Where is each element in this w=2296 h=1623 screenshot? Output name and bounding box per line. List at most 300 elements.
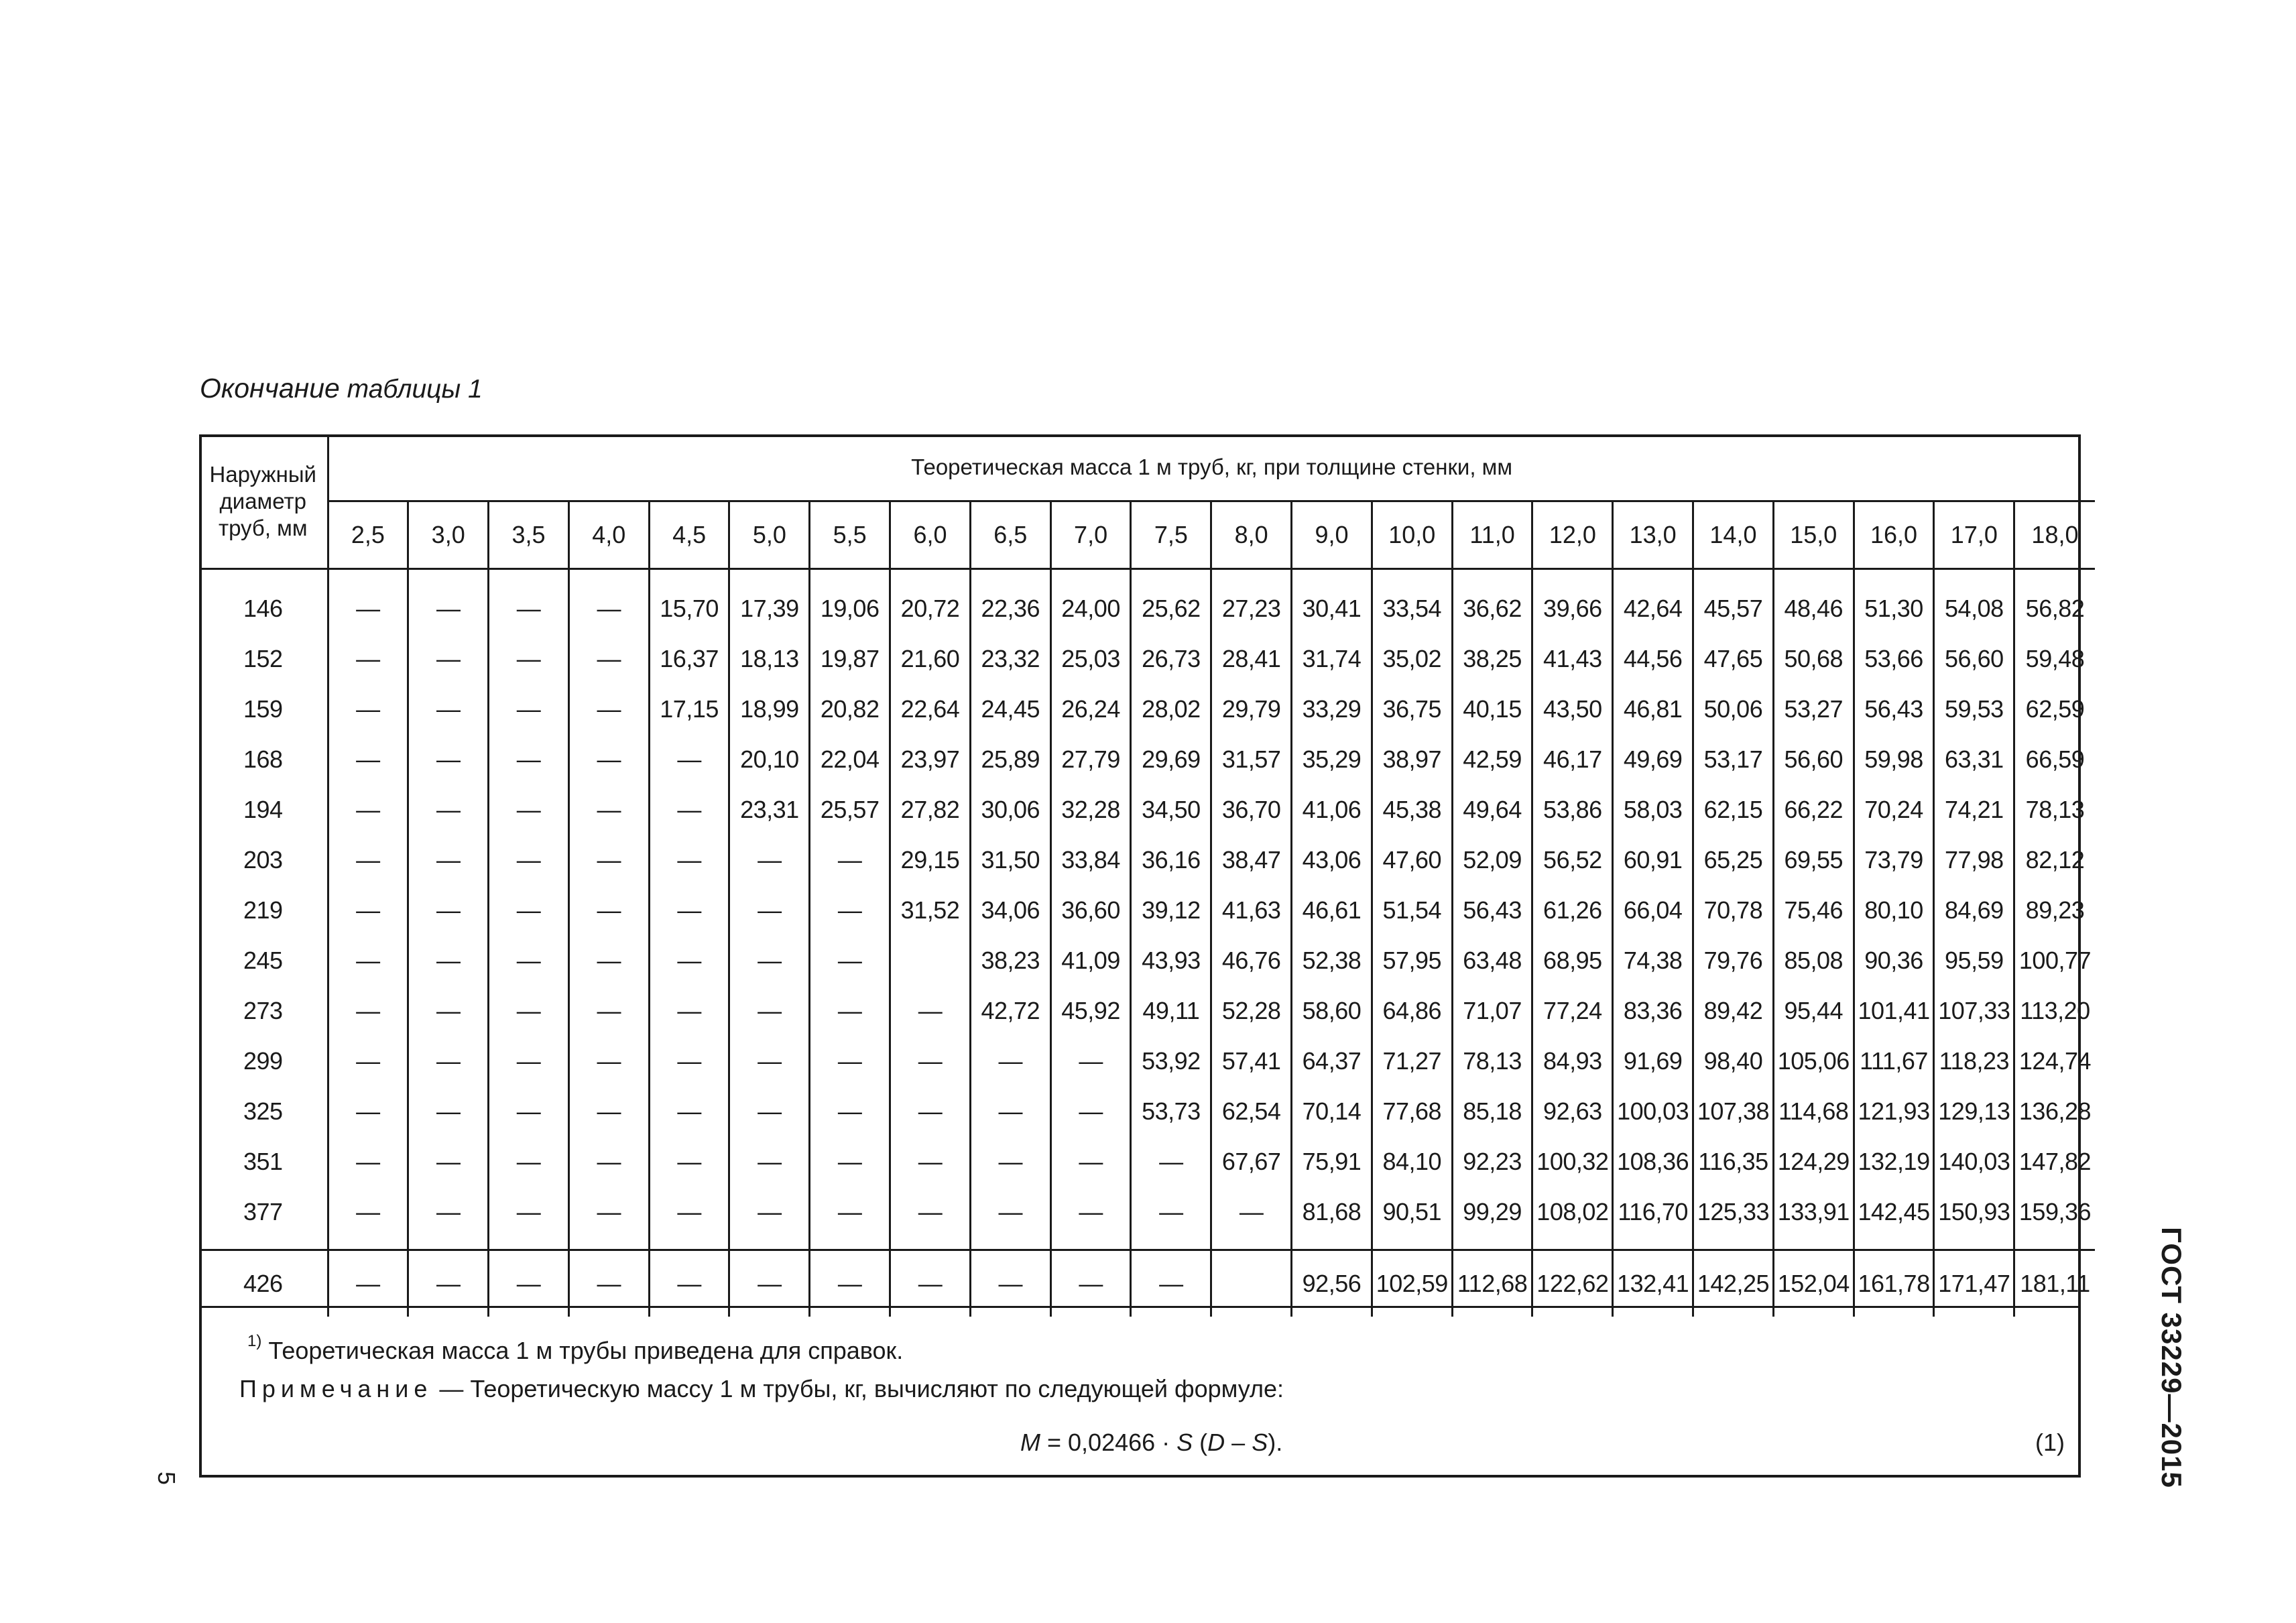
mass-group-header: Теоретическая масса 1 м труб, кг, при толщине стенки, мм — [328, 434, 2095, 501]
mass-cell: 23,97 — [890, 734, 971, 784]
mass-cell: 33,84 — [1050, 835, 1131, 885]
thickness-header: 6,5 — [970, 501, 1050, 569]
thickness-header: 16,0 — [1854, 501, 1934, 569]
mass-cell: — — [568, 1036, 649, 1086]
mass-cell: — — [408, 885, 489, 935]
mass-cell: — — [649, 784, 729, 835]
mass-cell: 70,14 — [1292, 1086, 1372, 1136]
mass-cell: 43,93 — [1131, 935, 1211, 985]
mass-cell: 66,04 — [1613, 885, 1693, 935]
mass-cell: 68,95 — [1532, 935, 1613, 985]
standard-designation — [2151, 1227, 2191, 1488]
mass-cell: 51,30 — [1854, 569, 1934, 634]
thickness-header: 8,0 — [1211, 501, 1292, 569]
mass-cell: 100,03 — [1613, 1086, 1693, 1136]
mass-cell: 31,52 — [890, 885, 971, 935]
mass-cell: 79,76 — [1693, 935, 1774, 985]
mass-cell: — — [328, 985, 408, 1036]
mass-cell: 30,41 — [1292, 569, 1372, 634]
mass-cell: 48,46 — [1773, 569, 1854, 634]
page-number-text: 5 — [153, 1471, 180, 1486]
mass-cell: 36,70 — [1211, 784, 1292, 835]
mass-cell: 124,74 — [2018, 1046, 2092, 1075]
mass-cell: 29,79 — [1211, 684, 1292, 734]
formula-part: ). — [1268, 1429, 1283, 1456]
thickness-header: 4,5 — [649, 501, 729, 569]
mass-cell: 92,23 — [1452, 1136, 1532, 1187]
mass-cell: — — [1050, 1036, 1131, 1086]
mass-cell: 41,63 — [1211, 885, 1292, 935]
mass-cell: — — [568, 1187, 649, 1250]
mass-cell: 63,48 — [1452, 935, 1532, 985]
mass-cell: 56,60 — [1934, 634, 2014, 684]
mass-cell: 82,12 — [2025, 845, 2085, 874]
mass-cell: 84,10 — [1372, 1136, 1452, 1187]
mass-cell: — — [489, 1187, 569, 1250]
mass-cell: 43,06 — [1292, 835, 1372, 885]
mass-cell: — — [970, 1187, 1050, 1250]
mass-cell: 49,64 — [1452, 784, 1532, 835]
mass-cell: 29,15 — [890, 835, 971, 885]
mass-cell: 20,72 — [890, 569, 971, 634]
mass-cell: — — [489, 684, 569, 734]
mass-cell: 111,67 — [1854, 1036, 1934, 1086]
mass-cell: — — [649, 1086, 729, 1136]
mass-cell: — — [328, 734, 408, 784]
mass-cell: 27,82 — [890, 784, 971, 835]
mass-cell: 133,91 — [1773, 1187, 1854, 1250]
footnote-text: Теоретическая масса 1 м трубы приведена для справок. — [261, 1337, 904, 1364]
mass-cell: — — [970, 1136, 1050, 1187]
mass-cell: 84,69 — [1934, 885, 2014, 935]
diameter-header-line: диаметр — [219, 488, 306, 514]
mass-cell: 25,03 — [1050, 634, 1131, 684]
mass-cell: — — [489, 1086, 569, 1136]
mass-cell: — — [649, 1136, 729, 1187]
mass-cell: 49,11 — [1131, 985, 1211, 1036]
mass-cell: 20,82 — [810, 684, 890, 734]
mass-cell: 142,25 — [1693, 1250, 1774, 1317]
mass-cell: — — [489, 734, 569, 784]
mass-cell: 41,43 — [1532, 634, 1613, 684]
mass-cell: 42,64 — [1613, 569, 1693, 634]
mass-cell: 171,47 — [1934, 1250, 2014, 1317]
formula-var-m: M — [1020, 1429, 1040, 1456]
mass-cell: — — [328, 784, 408, 835]
mass-cell: — — [649, 1036, 729, 1086]
mass-cell: 31,50 — [970, 835, 1050, 885]
mass-cell: — — [649, 1187, 729, 1250]
mass-cell: — — [970, 1086, 1050, 1136]
mass-cell: 78,13 — [2025, 795, 2085, 823]
mass-cell: 66,59 — [2025, 745, 2085, 773]
caption-table-ref: таблицы 1 — [339, 375, 483, 404]
mass-cell: 15,70 — [649, 569, 729, 634]
mass-cell: — — [489, 1136, 569, 1187]
mass-cell: — — [489, 985, 569, 1036]
mass-cell: 95,59 — [1934, 935, 2014, 985]
mass-cell: 45,92 — [1050, 985, 1131, 1036]
mass-cell: 44,56 — [1613, 634, 1693, 684]
mass-cell: — — [568, 935, 649, 985]
mass-cell: — — [328, 1086, 408, 1136]
mass-cell: — — [810, 1250, 890, 1317]
mass-cell: 81,68 — [1292, 1187, 1372, 1250]
diameter-cell: 245 — [199, 935, 328, 985]
footnote-mark: 1) — [247, 1332, 262, 1350]
mass-cell: — — [810, 1036, 890, 1086]
mass-cell: 98,40 — [1693, 1036, 1774, 1086]
mass-cell: 45,38 — [1372, 784, 1452, 835]
mass-cell: 38,23 — [970, 935, 1050, 985]
mass-cell: — — [1050, 1250, 1131, 1317]
mass-cell: 70,24 — [1854, 784, 1934, 835]
mass-cell: 161,78 — [1854, 1250, 1934, 1317]
mass-cell: 56,43 — [1452, 885, 1532, 935]
mass-cell: 92,56 — [1292, 1250, 1372, 1317]
thickness-header: 5,0 — [729, 501, 810, 569]
mass-cell: 58,03 — [1613, 784, 1693, 835]
mass-cell: 74,21 — [1934, 784, 2014, 835]
mass-cell: 38,47 — [1211, 835, 1292, 885]
mass-cell: — — [489, 1250, 569, 1317]
thickness-header: 5,5 — [810, 501, 890, 569]
mass-cell: — — [408, 569, 489, 634]
mass-cell: 73,79 — [1854, 835, 1934, 885]
diameter-cell: 325 — [199, 1086, 328, 1136]
mass-cell: — — [970, 1250, 1050, 1317]
mass-cell: 52,09 — [1452, 835, 1532, 885]
mass-cell: 125,33 — [1693, 1187, 1774, 1250]
mass-cell: 92,63 — [1532, 1086, 1613, 1136]
mass-cell: 17,15 — [649, 684, 729, 734]
mass-cell: 62,15 — [1693, 784, 1774, 835]
mass-cell: 29,69 — [1131, 734, 1211, 784]
mass-cell: 46,76 — [1211, 935, 1292, 985]
diameter-cell: 194 — [199, 784, 328, 835]
mass-cell: 83,36 — [1613, 985, 1693, 1036]
mass-cell: 25,62 — [1131, 569, 1211, 634]
mass-cell: 34,06 — [970, 885, 1050, 935]
mass-cell: 27,79 — [1050, 734, 1131, 784]
mass-cell: 50,68 — [1773, 634, 1854, 684]
mass-cell: — — [568, 684, 649, 734]
mass-cell: 140,03 — [1934, 1136, 2014, 1187]
mass-cell: — — [890, 1136, 971, 1187]
mass-cell: 159,36 — [2018, 1197, 2092, 1225]
mass-cell: 129,13 — [1934, 1086, 2014, 1136]
mass-cell: 36,62 — [1452, 569, 1532, 634]
mass-cell: 52,38 — [1292, 935, 1372, 985]
mass-cell: 57,95 — [1372, 935, 1452, 985]
mass-cell: 65,25 — [1693, 835, 1774, 885]
mass-cell: 107,33 — [1934, 985, 2014, 1036]
mass-cell: 54,08 — [1934, 569, 2014, 634]
diameter-cell: 203 — [199, 835, 328, 885]
mass-cell: 60,91 — [1613, 835, 1693, 885]
thickness-header: 12,0 — [1532, 501, 1613, 569]
mass-cell: 22,36 — [970, 569, 1050, 634]
mass-cell: 105,06 — [1773, 1036, 1854, 1086]
table-notes — [199, 1306, 2081, 1478]
mass-cell: 142,45 — [1854, 1187, 1934, 1250]
mass-cell: 25,57 — [810, 784, 890, 835]
mass-cell: 21,60 — [890, 634, 971, 684]
mass-cell: — — [729, 1250, 810, 1317]
mass-cell: — — [408, 835, 489, 885]
mass-cell: 23,32 — [970, 634, 1050, 684]
mass-cell: — — [568, 1136, 649, 1187]
footnote — [247, 1332, 904, 1365]
mass-cell: — — [890, 985, 971, 1036]
mass-cell: — — [729, 1036, 810, 1086]
mass-cell: — — [489, 1036, 569, 1086]
thickness-header: 14,0 — [1693, 501, 1774, 569]
mass-cell: 56,43 — [1854, 684, 1934, 734]
diameter-cell: 219 — [199, 885, 328, 935]
diameter-cell: 152 — [199, 634, 328, 684]
mass-cell: 80,10 — [1854, 885, 1934, 935]
diameter-cell: 159 — [199, 684, 328, 734]
mass-cell: — — [890, 1250, 971, 1317]
mass-cell: 132,41 — [1613, 1250, 1693, 1317]
mass-cell: — — [1050, 1187, 1131, 1250]
mass-cell: 89,42 — [1693, 985, 1774, 1036]
mass-cell: 100,32 — [1532, 1136, 1613, 1187]
mass-cell: 116,70 — [1613, 1187, 1693, 1250]
mass-cell: — — [328, 684, 408, 734]
mass-cell: — — [810, 835, 890, 885]
mass-cell: 56,82 — [2025, 594, 2085, 622]
mass-cell: — — [489, 784, 569, 835]
diameter-cell: 273 — [199, 985, 328, 1036]
mass-cell: 59,98 — [1854, 734, 1934, 784]
thickness-header: 6,0 — [890, 501, 971, 569]
mass-cell: 39,66 — [1532, 569, 1613, 634]
mass-cell: 118,23 — [1934, 1036, 2014, 1086]
mass-cell: 114,68 — [1773, 1086, 1854, 1136]
mass-cell: — — [568, 734, 649, 784]
thickness-header: 7,5 — [1131, 501, 1211, 569]
mass-cell: — — [729, 835, 810, 885]
thickness-header: 7,0 — [1050, 501, 1131, 569]
mass-cell: — — [1050, 1136, 1131, 1187]
mass-cell: 51,54 — [1372, 885, 1452, 935]
mass-cell: — — [729, 985, 810, 1036]
mass-cell: — — [408, 1250, 489, 1317]
note-text: — Теоретическую массу 1 м трубы, кг, вычисляют по следующей формуле: — [432, 1375, 1284, 1402]
mass-cell: — — [328, 1250, 408, 1317]
mass-cell: 85,18 — [1452, 1086, 1532, 1136]
thickness-header: 15,0 — [1773, 501, 1854, 569]
mass-cell: 85,08 — [1773, 935, 1854, 985]
diameter-header-line: труб, мм — [218, 515, 308, 540]
mass-cell: 53,86 — [1532, 784, 1613, 835]
mass-cell: 27,23 — [1211, 569, 1292, 634]
thickness-header: 3,5 — [489, 501, 569, 569]
mass-cell: — — [810, 1187, 890, 1250]
mass-cell: 71,07 — [1452, 985, 1532, 1036]
mass-cell: 90,51 — [1372, 1187, 1452, 1250]
mass-cell: 33,29 — [1292, 684, 1372, 734]
mass-cell: 22,64 — [890, 684, 971, 734]
mass-cell: — — [408, 1136, 489, 1187]
mass-cell: — — [408, 935, 489, 985]
mass-cell: — — [568, 985, 649, 1036]
thickness-header: 4,0 — [568, 501, 649, 569]
mass-cell: 26,24 — [1050, 684, 1131, 734]
thickness-header: 17,0 — [1934, 501, 2014, 569]
mass-cell: 62,59 — [2025, 695, 2085, 723]
mass-cell: 91,69 — [1613, 1036, 1693, 1086]
mass-cell: 46,17 — [1532, 734, 1613, 784]
mass-cell: 121,93 — [1854, 1086, 1934, 1136]
mass-cell: 89,23 — [2025, 896, 2085, 924]
mass-cell: — — [408, 734, 489, 784]
mass-cell: 28,02 — [1131, 684, 1211, 734]
mass-cell: 32,28 — [1050, 784, 1131, 835]
mass-cell: 18,13 — [729, 634, 810, 684]
mass-cell: — — [408, 985, 489, 1036]
mass-cell: — — [489, 569, 569, 634]
mass-cell: 116,35 — [1693, 1136, 1774, 1187]
mass-cell: 132,19 — [1854, 1136, 1934, 1187]
mass-cell: 24,45 — [970, 684, 1050, 734]
diameter-cell: 168 — [199, 734, 328, 784]
mass-cell: 59,53 — [1934, 684, 2014, 734]
mass-cell: — — [970, 1036, 1050, 1086]
thickness-header: 11,0 — [1452, 501, 1532, 569]
mass-cell: 41,09 — [1050, 935, 1131, 985]
mass-cell: 16,37 — [649, 634, 729, 684]
mass-cell: 102,59 — [1372, 1250, 1452, 1317]
thickness-header: 3,0 — [408, 501, 489, 569]
mass-cell: — — [729, 1187, 810, 1250]
mass-cell: 19,87 — [810, 634, 890, 684]
mass-cell: 77,98 — [1934, 835, 2014, 885]
mass-cell: — — [649, 885, 729, 935]
mass-cell: 53,73 — [1131, 1086, 1211, 1136]
mass-cell: 74,38 — [1613, 935, 1693, 985]
mass-cell: — — [328, 885, 408, 935]
caption-continuation-word: Окончание — [200, 373, 340, 404]
mass-cell: 84,93 — [1532, 1036, 1613, 1086]
mass-cell: — — [890, 1187, 971, 1250]
mass-cell: — — [890, 1086, 971, 1136]
mass-cell: 53,17 — [1693, 734, 1774, 784]
mass-cell: 47,65 — [1693, 634, 1774, 684]
mass-cell: — — [729, 1086, 810, 1136]
mass-cell: — — [729, 885, 810, 935]
mass-cell: — — [408, 634, 489, 684]
mass-cell: 35,02 — [1372, 634, 1452, 684]
note — [239, 1375, 1284, 1403]
mass-cell: — — [328, 569, 408, 634]
mass-cell: 107,38 — [1693, 1086, 1774, 1136]
mass-cell: 39,12 — [1131, 885, 1211, 935]
mass-cell: — — [568, 1250, 649, 1317]
thickness-header: 13,0 — [1613, 501, 1693, 569]
mass-cell: 56,60 — [1773, 734, 1854, 784]
mass-cell: 75,91 — [1292, 1136, 1372, 1187]
mass-cell: 26,73 — [1131, 634, 1211, 684]
mass-cell: 53,92 — [1131, 1036, 1211, 1086]
mass-cell: 43,50 — [1532, 684, 1613, 734]
mass-cell: 34,50 — [1131, 784, 1211, 835]
diameter-cell: 377 — [199, 1187, 328, 1250]
mass-cell: 49,69 — [1613, 734, 1693, 784]
page-number — [153, 1461, 180, 1495]
mass-cell: — — [568, 835, 649, 885]
mass-cell: — — [489, 885, 569, 935]
mass-cell: 64,86 — [1372, 985, 1452, 1036]
mass-cell: 28,41 — [1211, 634, 1292, 684]
mass-cell: 46,81 — [1613, 684, 1693, 734]
mass-cell: 124,29 — [1773, 1136, 1854, 1187]
mass-cell: — — [568, 634, 649, 684]
mass-cell: 61,26 — [1532, 885, 1613, 935]
mass-cell: 50,06 — [1693, 684, 1774, 734]
mass-cell: 53,66 — [1854, 634, 1934, 684]
mass-cell: 136,28 — [2018, 1097, 2092, 1125]
mass-cell: 64,37 — [1292, 1036, 1372, 1086]
mass-cell: — — [328, 1136, 408, 1187]
mass-cell: 75,46 — [1773, 885, 1854, 935]
mass-cell: 95,44 — [1773, 985, 1854, 1036]
mass-cell: 23,31 — [729, 784, 810, 835]
diameter-header-line: Наружный — [209, 461, 316, 487]
mass-formula — [1020, 1429, 1282, 1457]
mass-cell: 99,29 — [1452, 1187, 1532, 1250]
formula-var-s: S — [1252, 1429, 1268, 1456]
mass-cell: 41,06 — [1292, 784, 1372, 835]
mass-cell: 53,27 — [1773, 684, 1854, 734]
mass-cell: — — [810, 1136, 890, 1187]
standard-designation-text: ГОСТ 33229—2015 — [2156, 1227, 2188, 1488]
mass-cell: 31,74 — [1292, 634, 1372, 684]
mass-cell: 71,27 — [1372, 1036, 1452, 1086]
mass-cell: — — [568, 569, 649, 634]
mass-cell: — — [328, 634, 408, 684]
mass-cell: 62,54 — [1211, 1086, 1292, 1136]
mass-cell: 108,36 — [1613, 1136, 1693, 1187]
mass-cell: 152,04 — [1773, 1250, 1854, 1317]
mass-cell: 112,68 — [1452, 1250, 1532, 1317]
mass-cell: — — [729, 1136, 810, 1187]
mass-cell: — — [649, 935, 729, 985]
mass-cell: — — [489, 935, 569, 985]
equation-number: (1) — [2035, 1429, 2065, 1456]
mass-cell: — — [568, 784, 649, 835]
mass-cell: 90,36 — [1854, 935, 1934, 985]
thickness-header: 9,0 — [1292, 501, 1372, 569]
mass-cell: 58,60 — [1292, 985, 1372, 1036]
mass-cell: — — [489, 835, 569, 885]
mass-cell: 69,55 — [1773, 835, 1854, 885]
mass-cell: 42,72 — [970, 985, 1050, 1036]
mass-cell: 19,06 — [810, 569, 890, 634]
mass-cell: — — [649, 734, 729, 784]
mass-cell: 38,97 — [1372, 734, 1452, 784]
mass-cell: 22,04 — [810, 734, 890, 784]
mass-cell: 147,82 — [2018, 1147, 2092, 1175]
mass-cell: 70,78 — [1693, 885, 1774, 935]
mass-cell: 31,57 — [1211, 734, 1292, 784]
mass-cell: — — [1131, 1187, 1211, 1250]
mass-cell: 59,48 — [2025, 644, 2085, 672]
table-caption — [200, 373, 483, 404]
mass-cell: — — [810, 1086, 890, 1136]
